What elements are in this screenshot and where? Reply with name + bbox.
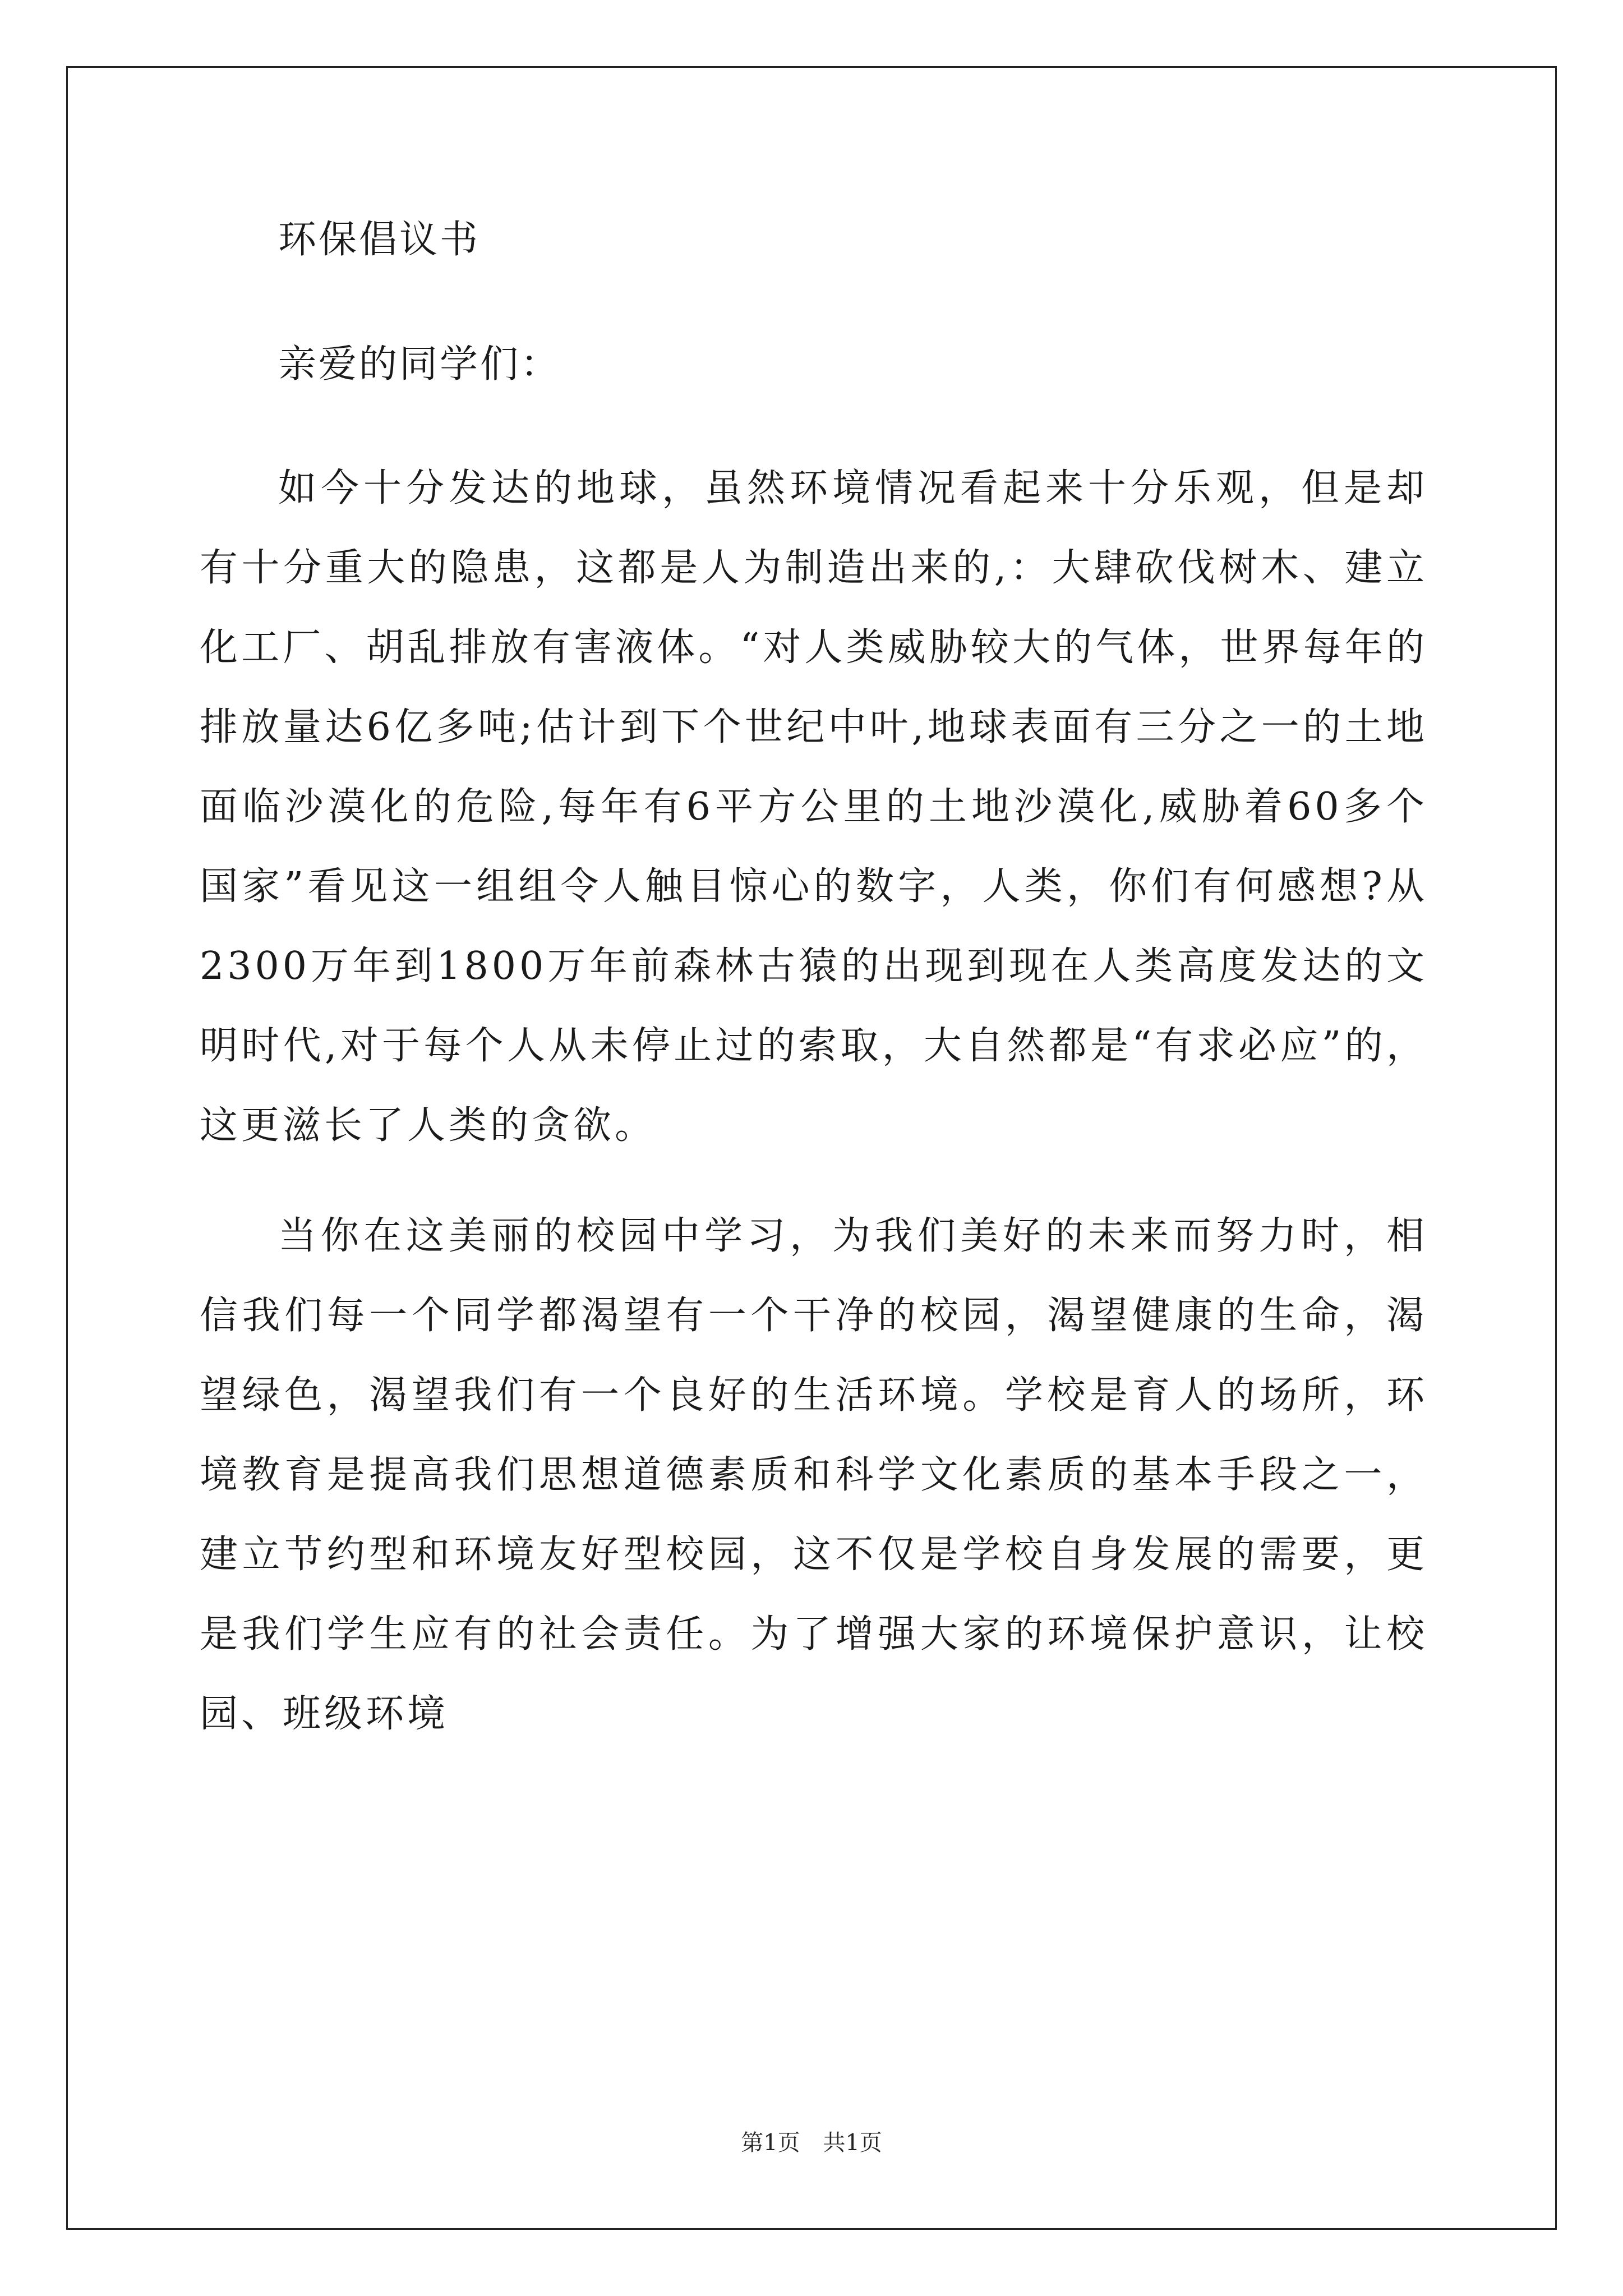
document-title: 环保倡议书 [278,218,481,262]
paragraph-1: 如今十分发达的地球，虽然环境情况看起来十分乐观，但是却有十分重大的隐患，这都是人为制造出来的,：大肆砍伐树木、建立化工厂、胡乱排放有害液体。“对人类威胁较大的气体，世界每年的排放量达6亿多吨;估计到下个世纪中叶,地球表面有三分之一的土地面临沙漠化的危险,每年有6平方公里的土地沙漠化,威胁着60多个国家”看见这一组组令人触目惊心的数字，人类，你们有何感想?从2300万年到1800万年前森林古猿的出现到现在人类高度发达的文明时代,对于每个人从未停止过的索取，大自然都是“有求必应”的，这更滋长了人类的贪欲。 [200,466,1428,1148]
page-number-total: 共1页 [823,2130,882,2156]
document-body [200,218,1428,1785]
paragraph-2: 当你在这美丽的校园中学习，为我们美好的未来而努力时，相信我们每一个同学都渴望有一个干净的校园，渴望健康的生命，渴望绿色，渴望我们有一个良好的生活环境。学校是育人的场所，环境教育是提高我们思想道德素质和科学文化素质的基本手段之一，建立节约型和环境友好型校园，这不仅是学校自身发展的需要，更是我们学生应有的社会责任。为了增强大家的环境保护意识，让校园、班级环境 [200,1214,1428,1736]
page-number-current: 第1页 [741,2130,800,2156]
greeting: 亲爱的同学们： [278,342,561,386]
page-footer [0,2129,1623,2157]
